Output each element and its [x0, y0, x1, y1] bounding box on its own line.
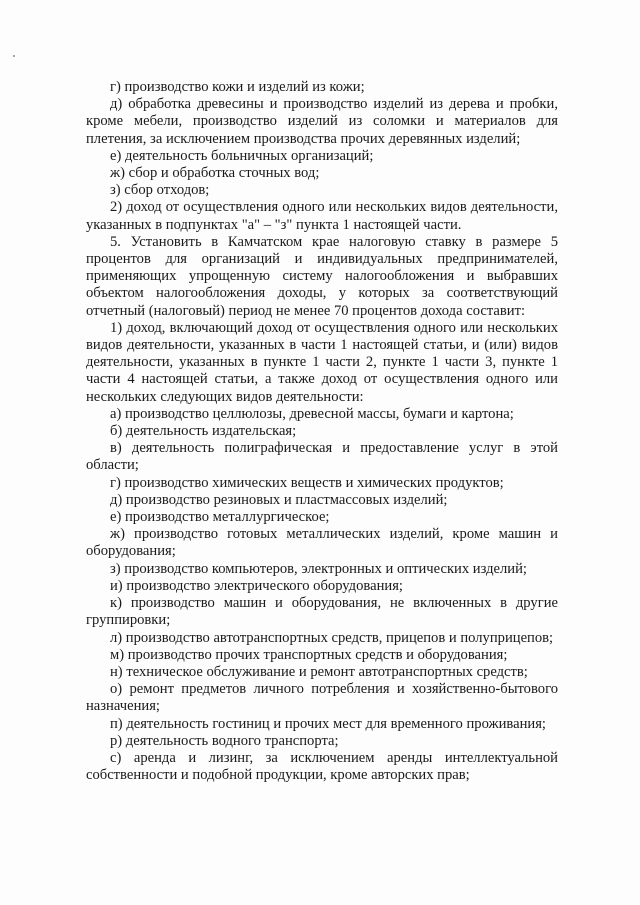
paragraph-item-i: и) производство электрического оборудования;: [110, 577, 403, 594]
paragraph-item-d: д) производство резиновых и пластмассовых изделий;: [110, 491, 448, 508]
paragraph-item-k: к) производство машин и оборудования, не включенных в другие группировки;: [86, 595, 558, 629]
paragraph-point-2: 2) доход от осуществления одного или нескольких видов деятельности, указанных в подпунктах "а" – "з" пункта 1 настоящей части.: [86, 199, 558, 233]
paragraph-item-l: л) производство автотранспортных средств, прицепов и полуприцепов;: [110, 629, 554, 646]
paragraph-part-5: 5. Установить в Камчатском крае налоговую ставку в размере 5 процентов для организаций и индивидуальных предпринимателей, применяющих упрощенную систему налогообложения и выбравших объектом налогообложения доходы, у которых за соответствующий отчетный (налоговый) период не менее 70 процентов дохода составит:: [86, 233, 558, 319]
paragraph-item-e-hospitals: е) деятельность больничных организаций;: [110, 147, 374, 164]
paragraph-item-z-waste: з) сбор отходов;: [110, 182, 210, 199]
paragraph-item-d-wood: д) обработка древесины и производство изделий из дерева и пробки, кроме мебели, производство изделий из соломки и материалов для плетения, за исключением производства прочих деревянных изделий;: [86, 96, 558, 147]
paragraph-point-1: 1) доход, включающий доход от осуществления одного или нескольких видов деятельности, указанных в части 1 настоящей статьи, и (или) видов деятельности, указанных в пункте 1 части 2, пункте 1 части 3, пункте 1 части 4 настоящей статьи, а также доход от осуществления одного или нескольких следующих видов деятельности:: [86, 319, 558, 405]
paragraph-item-m: м) производство прочих транспортных средств и оборудования;: [110, 646, 508, 663]
paragraph-item-e: е) производство металлургическое;: [110, 509, 330, 526]
paragraph-item-g-leather: г) производство кожи и изделий из кожи;: [110, 79, 365, 95]
paragraph-item-s: с) аренда и лизинг, за исключением аренды интеллектуальной собственности и подобной продукции, кроме авторских прав;: [86, 749, 558, 784]
paragraph-item-p: п) деятельность гостиниц и прочих мест для временного проживания;: [110, 715, 546, 732]
scan-artifact: [13, 55, 15, 57]
paragraph-item-a: а) производство целлюлозы, древесной массы, бумаги и картона;: [110, 405, 514, 422]
paragraph-item-b: б) деятельность издательская;: [110, 423, 297, 440]
paragraph-item-g: г) производство химических веществ и химических продуктов;: [110, 474, 504, 491]
document-body: [86, 79, 558, 784]
paragraph-item-o: о) ремонт предметов личного потребления и хозяйственно-бытового назначения;: [86, 681, 558, 715]
paragraph-item-z: з) производство компьютеров, электронных и оптических изделий;: [110, 560, 527, 577]
paragraph-item-r: р) деятельность водного транспорта;: [110, 732, 339, 749]
paragraph-item-n: н) техническое обслуживание и ремонт автотранспортных средств;: [110, 663, 528, 680]
paragraph-item-zh-wastewater: ж) сбор и обработка сточных вод;: [110, 165, 320, 182]
paragraph-item-v: в) деятельность полиграфическая и предоставление услуг в этой области;: [86, 440, 558, 474]
paragraph-item-zh: ж) производство готовых металлических изделий, кроме машин и оборудования;: [86, 526, 558, 560]
